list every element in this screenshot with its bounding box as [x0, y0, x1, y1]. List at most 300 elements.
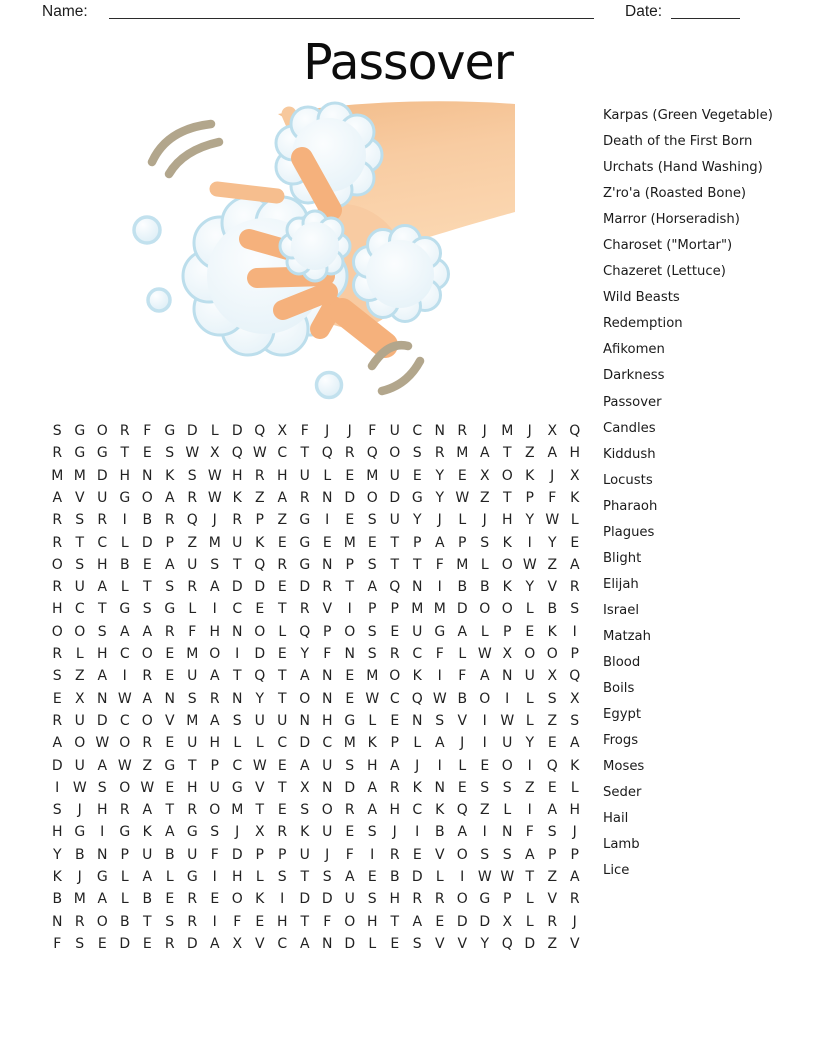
- grid-cell: A: [569, 556, 580, 573]
- grid-cell: C: [412, 646, 423, 663]
- grid-cell: J: [550, 467, 555, 484]
- grid-cell: H: [389, 891, 401, 908]
- grid-cell: Q: [299, 623, 311, 640]
- grid-cell: Y: [525, 512, 535, 529]
- grid-cell: G: [299, 534, 311, 551]
- grid-cell: I: [437, 668, 442, 685]
- grid-cell: V: [254, 935, 265, 952]
- grid-cell: S: [187, 690, 197, 707]
- grid-cell: Z: [479, 802, 490, 819]
- grid-cell: L: [120, 579, 129, 596]
- grid-cell: U: [209, 779, 220, 796]
- grid-cell: Q: [254, 668, 266, 685]
- grid-cell: L: [255, 735, 264, 752]
- grid-cell: E: [255, 601, 265, 618]
- grid-cell: R: [52, 712, 63, 729]
- grid-cell: Q: [569, 423, 581, 440]
- grid-cell: I: [122, 512, 127, 529]
- grid-cell: F: [435, 646, 444, 663]
- word-list-item: Lice: [603, 863, 630, 879]
- grid-cell: X: [547, 668, 558, 685]
- grid-cell: X: [209, 445, 220, 462]
- grid-cell: I: [527, 757, 532, 774]
- grid-cell: Y: [435, 490, 445, 506]
- grid-cell: R: [187, 579, 198, 596]
- grid-cell: D: [299, 891, 311, 908]
- grid-cell: O: [51, 556, 63, 573]
- grid-cell: N: [322, 490, 333, 506]
- grid-cell: K: [502, 534, 512, 551]
- grid-cell: O: [479, 690, 491, 707]
- word-list-item: Z'ro'a (Roasted Bone): [603, 186, 747, 202]
- grid-cell: A: [142, 802, 153, 819]
- grid-cell: J: [347, 423, 352, 440]
- grid-cell: B: [479, 579, 490, 596]
- grid-cell: Y: [525, 735, 535, 752]
- grid-cell: O: [389, 445, 401, 462]
- grid-cell: G: [231, 779, 243, 796]
- grid-cell: Z: [254, 490, 265, 506]
- grid-cell: I: [347, 601, 352, 618]
- grid-cell: Q: [569, 668, 581, 685]
- grid-cell: S: [502, 779, 512, 796]
- word-list-item: Charoset ("Mortar"): [603, 238, 733, 254]
- grid-cell: Z: [142, 757, 153, 774]
- grid-cell: O: [479, 601, 491, 618]
- grid-cell: X: [479, 467, 490, 484]
- grid-cell: E: [255, 913, 265, 930]
- grid-cell: C: [277, 445, 288, 462]
- grid-cell: O: [74, 623, 86, 640]
- grid-cell: C: [412, 802, 423, 819]
- grid-cell: U: [412, 623, 423, 640]
- grid-cell: Z: [547, 935, 558, 952]
- grid-cell: N: [322, 779, 333, 796]
- grid-cell: K: [300, 824, 310, 841]
- grid-cell: L: [210, 423, 219, 440]
- grid-cell: I: [572, 623, 577, 640]
- grid-cell: X: [299, 779, 310, 796]
- grid-cell: I: [212, 913, 217, 930]
- grid-cell: H: [51, 601, 63, 618]
- grid-cell: R: [569, 579, 580, 596]
- grid-cell: Q: [389, 579, 401, 596]
- grid-cell: X: [254, 824, 265, 841]
- grid-cell: S: [345, 757, 355, 774]
- grid-cell: G: [164, 757, 176, 774]
- grid-cell: N: [232, 690, 243, 707]
- grid-cell: U: [142, 846, 153, 863]
- soap-sud-right: [354, 226, 449, 322]
- grid-cell: A: [547, 802, 558, 819]
- word-list-item: Frogs: [603, 733, 639, 749]
- grid-cell: S: [435, 712, 445, 729]
- grid-cell: G: [74, 423, 86, 440]
- grid-cell: H: [51, 824, 63, 841]
- grid-cell: R: [547, 913, 558, 930]
- grid-cell: O: [389, 668, 401, 685]
- grid-cell: K: [570, 757, 580, 774]
- grid-cell: S: [480, 534, 490, 551]
- grid-cell: J: [325, 423, 330, 440]
- grid-cell: F: [233, 913, 242, 930]
- grid-cell: S: [165, 445, 175, 462]
- grid-cell: G: [186, 824, 198, 841]
- grid-cell: U: [187, 846, 198, 863]
- grid-cell: H: [209, 623, 221, 640]
- grid-cell: K: [502, 579, 512, 596]
- grid-cell: C: [119, 712, 130, 729]
- grid-cell: V: [547, 579, 558, 596]
- grid-cell: R: [52, 534, 63, 551]
- grid-cell: Y: [525, 579, 535, 596]
- grid-cell: T: [142, 579, 152, 596]
- grid-cell: N: [164, 690, 175, 707]
- grid-cell: K: [52, 868, 62, 885]
- grid-cell: X: [547, 423, 558, 440]
- grid-cell: N: [322, 690, 333, 707]
- grid-cell: A: [97, 757, 108, 774]
- grid-cell: R: [119, 423, 130, 440]
- grid-cell: E: [345, 668, 355, 685]
- grid-cell: D: [231, 423, 243, 440]
- word-list-item: Lamb: [603, 837, 640, 853]
- grid-cell: N: [434, 423, 445, 440]
- grid-cell: G: [299, 512, 311, 529]
- grid-cell: H: [501, 512, 513, 529]
- grid-cell: L: [525, 913, 534, 930]
- grid-cell: W: [455, 490, 470, 506]
- grid-cell: G: [74, 824, 86, 841]
- grid-cell: F: [300, 423, 309, 440]
- grid-cell: B: [434, 824, 445, 841]
- grid-cell: F: [368, 423, 377, 440]
- date-label: Date:: [625, 3, 663, 20]
- grid-cell: W: [185, 445, 200, 462]
- grid-cell: W: [207, 490, 222, 506]
- grid-cell: B: [164, 846, 175, 863]
- grid-cell: W: [500, 868, 515, 885]
- grid-cell: O: [344, 913, 356, 930]
- grid-cell: M: [73, 467, 86, 484]
- grid-cell: H: [366, 913, 378, 930]
- grid-cell: G: [96, 445, 108, 462]
- grid-cell: M: [411, 601, 424, 618]
- grid-cell: Z: [187, 534, 198, 551]
- grid-cell: O: [209, 646, 221, 663]
- grid-cell: K: [525, 467, 535, 484]
- grid-cell: W: [252, 445, 267, 462]
- grid-cell: T: [232, 668, 242, 685]
- grid-cell: U: [502, 735, 513, 752]
- grid-cell: L: [480, 556, 489, 573]
- grid-cell: I: [212, 868, 217, 885]
- grid-cell: N: [97, 846, 108, 863]
- grid-cell: W: [522, 556, 537, 573]
- grid-cell: P: [323, 623, 332, 640]
- grid-cell: F: [210, 846, 219, 863]
- grid-cell: E: [345, 824, 355, 841]
- grid-cell: L: [120, 868, 129, 885]
- grid-cell: X: [569, 690, 580, 707]
- grid-cell: I: [482, 824, 487, 841]
- grid-cell: D: [96, 467, 108, 484]
- grid-cell: T: [502, 490, 512, 506]
- grid-cell: S: [367, 646, 377, 663]
- grid-cell: R: [277, 556, 288, 573]
- grid-cell: O: [141, 646, 153, 663]
- grid-cell: A: [209, 712, 220, 729]
- grid-cell: T: [300, 445, 310, 462]
- grid-cell: X: [569, 467, 580, 484]
- grid-cell: A: [547, 445, 558, 462]
- grid-cell: B: [142, 891, 153, 908]
- grid-cell: O: [74, 735, 86, 752]
- grid-cell: R: [97, 512, 108, 529]
- grid-cell: O: [344, 623, 356, 640]
- grid-cell: W: [365, 690, 380, 707]
- word-list-item: Locusts: [603, 472, 653, 488]
- grid-cell: S: [232, 712, 242, 729]
- grid-cell: K: [165, 467, 175, 484]
- grid-cell: C: [277, 935, 288, 952]
- grid-cell: A: [209, 579, 220, 596]
- grid-cell: E: [390, 623, 400, 640]
- grid-cell: J: [415, 757, 420, 774]
- grid-cell: S: [165, 579, 175, 596]
- grid-cell: Z: [524, 445, 535, 462]
- grid-cell: T: [187, 757, 197, 774]
- grid-cell: E: [277, 757, 287, 774]
- grid-cell: R: [344, 802, 355, 819]
- grid-cell: X: [74, 690, 85, 707]
- grid-cell: Z: [479, 490, 490, 506]
- grid-cell: Z: [524, 779, 535, 796]
- grid-cell: A: [142, 690, 153, 707]
- grid-cell: N: [322, 935, 333, 952]
- grid-cell: I: [370, 846, 375, 863]
- grid-cell: P: [548, 846, 557, 863]
- grid-cell: N: [344, 646, 355, 663]
- grid-cell: O: [119, 735, 131, 752]
- word-list-item: Darkness: [603, 368, 665, 384]
- grid-cell: H: [276, 467, 288, 484]
- grid-cell: W: [252, 757, 267, 774]
- grid-cell: H: [569, 802, 581, 819]
- grid-cell: R: [52, 445, 63, 462]
- grid-cell: C: [277, 735, 288, 752]
- grid-cell: J: [212, 512, 217, 529]
- grid-cell: D: [254, 646, 266, 663]
- grid-cell: K: [412, 668, 422, 685]
- grid-cell: O: [96, 423, 108, 440]
- grid-cell: L: [525, 712, 534, 729]
- grid-cell: K: [255, 534, 265, 551]
- grid-cell: O: [119, 779, 131, 796]
- grid-cell: F: [458, 668, 467, 685]
- grid-cell: Q: [254, 423, 266, 440]
- grid-cell: D: [344, 490, 356, 506]
- grid-cell: V: [457, 935, 468, 952]
- grid-cell: E: [165, 779, 175, 796]
- grid-cell: T: [142, 913, 152, 930]
- grid-cell: O: [321, 802, 333, 819]
- grid-cell: L: [75, 646, 84, 663]
- grid-cell: Z: [547, 868, 558, 885]
- grid-cell: Q: [321, 445, 333, 462]
- grid-cell: C: [322, 735, 333, 752]
- grid-cell: D: [524, 935, 536, 952]
- grid-cell: N: [232, 623, 243, 640]
- grid-cell: G: [164, 601, 176, 618]
- grid-cell: H: [569, 445, 581, 462]
- grid-cell: L: [570, 779, 579, 796]
- grid-cell: L: [368, 712, 377, 729]
- grid-cell: K: [412, 779, 422, 796]
- grid-cell: S: [570, 601, 580, 618]
- grid-cell: O: [254, 623, 266, 640]
- grid-cell: P: [570, 646, 579, 663]
- grid-cell: R: [569, 891, 580, 908]
- grid-cell: B: [142, 512, 153, 529]
- grid-cell: E: [165, 735, 175, 752]
- grid-cell: M: [73, 891, 86, 908]
- grid-cell: H: [186, 779, 198, 796]
- grid-cell: E: [412, 467, 422, 484]
- grid-cell: M: [186, 646, 199, 663]
- grid-cell: A: [457, 623, 468, 640]
- grid-cell: L: [120, 891, 129, 908]
- grid-cell: F: [143, 423, 152, 440]
- grid-cell: S: [210, 556, 220, 573]
- grid-cell: L: [188, 601, 197, 618]
- grid-cell: R: [254, 467, 265, 484]
- grid-cell: H: [96, 556, 108, 573]
- grid-cell: Q: [186, 512, 198, 529]
- grid-cell: Q: [456, 802, 468, 819]
- grid-cell: S: [52, 802, 62, 819]
- grid-cell: P: [458, 534, 467, 551]
- grid-cell: T: [97, 601, 107, 618]
- grid-cell: C: [412, 423, 423, 440]
- grid-cell: A: [97, 668, 108, 685]
- grid-cell: A: [97, 579, 108, 596]
- grid-cell: R: [52, 579, 63, 596]
- grid-cell: Q: [254, 556, 266, 573]
- grid-cell: A: [524, 846, 535, 863]
- grid-cell: T: [120, 445, 130, 462]
- grid-cell: E: [165, 891, 175, 908]
- grid-cell: H: [231, 467, 243, 484]
- grid-cell: W: [477, 868, 492, 885]
- grid-cell: I: [437, 757, 442, 774]
- grid-cell: O: [51, 623, 63, 640]
- grid-cell: L: [255, 868, 264, 885]
- grid-cell: M: [208, 534, 221, 551]
- grid-cell: N: [412, 712, 423, 729]
- word-list-item: Redemption: [603, 316, 683, 332]
- grid-cell: S: [367, 556, 377, 573]
- grid-cell: P: [413, 534, 422, 551]
- grid-cell: P: [390, 601, 399, 618]
- grid-cell: X: [277, 423, 288, 440]
- grid-cell: R: [412, 891, 423, 908]
- grid-cell: N: [142, 467, 153, 484]
- grid-cell: U: [187, 735, 198, 752]
- grid-cell: Q: [366, 445, 378, 462]
- grid-cell: H: [96, 646, 108, 663]
- grid-cell: T: [165, 802, 175, 819]
- grid-cell: U: [187, 556, 198, 573]
- date-blank-line: [671, 18, 740, 19]
- grid-cell: J: [460, 735, 465, 752]
- grid-cell: U: [524, 668, 535, 685]
- grid-cell: E: [435, 913, 445, 930]
- grid-cell: Y: [52, 846, 62, 863]
- grid-cell: D: [456, 601, 468, 618]
- grid-cell: P: [503, 891, 512, 908]
- grid-cell: A: [164, 824, 175, 841]
- grid-cell: S: [165, 913, 175, 930]
- word-list-item: Death of the First Born: [603, 134, 753, 150]
- grid-cell: A: [164, 490, 175, 506]
- grid-cell: T: [232, 556, 242, 573]
- grid-cell: O: [299, 690, 311, 707]
- grid-cell: Q: [546, 757, 558, 774]
- word-list-item: Matzah: [603, 628, 651, 644]
- word-list-item: Israel: [603, 602, 640, 618]
- grid-cell: C: [232, 601, 243, 618]
- grid-cell: A: [119, 623, 130, 640]
- grid-cell: O: [96, 913, 108, 930]
- grid-cell: E: [345, 467, 355, 484]
- grid-cell: R: [299, 601, 310, 618]
- word-list-item: Boils: [603, 681, 635, 697]
- word-list-item: Wild Beasts: [603, 290, 680, 306]
- grid-cell: I: [527, 802, 532, 819]
- grid-cell: R: [187, 891, 198, 908]
- grid-cell: R: [299, 490, 310, 506]
- grid-cell: J: [482, 512, 487, 529]
- grid-cell: W: [95, 735, 110, 752]
- grid-cell: A: [344, 868, 355, 885]
- grid-cell: U: [97, 490, 108, 506]
- grid-cell: B: [389, 868, 400, 885]
- grid-cell: D: [456, 913, 468, 930]
- grid-cell: P: [525, 490, 534, 506]
- grid-cell: S: [52, 423, 62, 440]
- word-list-item: Candles: [603, 420, 656, 436]
- grid-cell: E: [547, 779, 557, 796]
- grid-cell: S: [367, 623, 377, 640]
- word-list-item: Karpas (Green Vegetable): [603, 108, 773, 123]
- grid-cell: I: [100, 824, 105, 841]
- grid-cell: S: [75, 556, 85, 573]
- grid-cell: K: [367, 735, 377, 752]
- grid-cell: F: [323, 646, 332, 663]
- grid-cell: F: [53, 935, 62, 952]
- grid-cell: A: [142, 623, 153, 640]
- grid-cell: E: [142, 935, 152, 952]
- grid-cell: G: [411, 490, 423, 506]
- grid-cell: W: [140, 779, 155, 796]
- grid-cell: D: [119, 935, 131, 952]
- grid-cell: W: [477, 646, 492, 663]
- grid-cell: U: [277, 712, 288, 729]
- grid-cell: X: [502, 646, 513, 663]
- grid-cell: J: [572, 824, 577, 841]
- grid-cell: O: [141, 712, 153, 729]
